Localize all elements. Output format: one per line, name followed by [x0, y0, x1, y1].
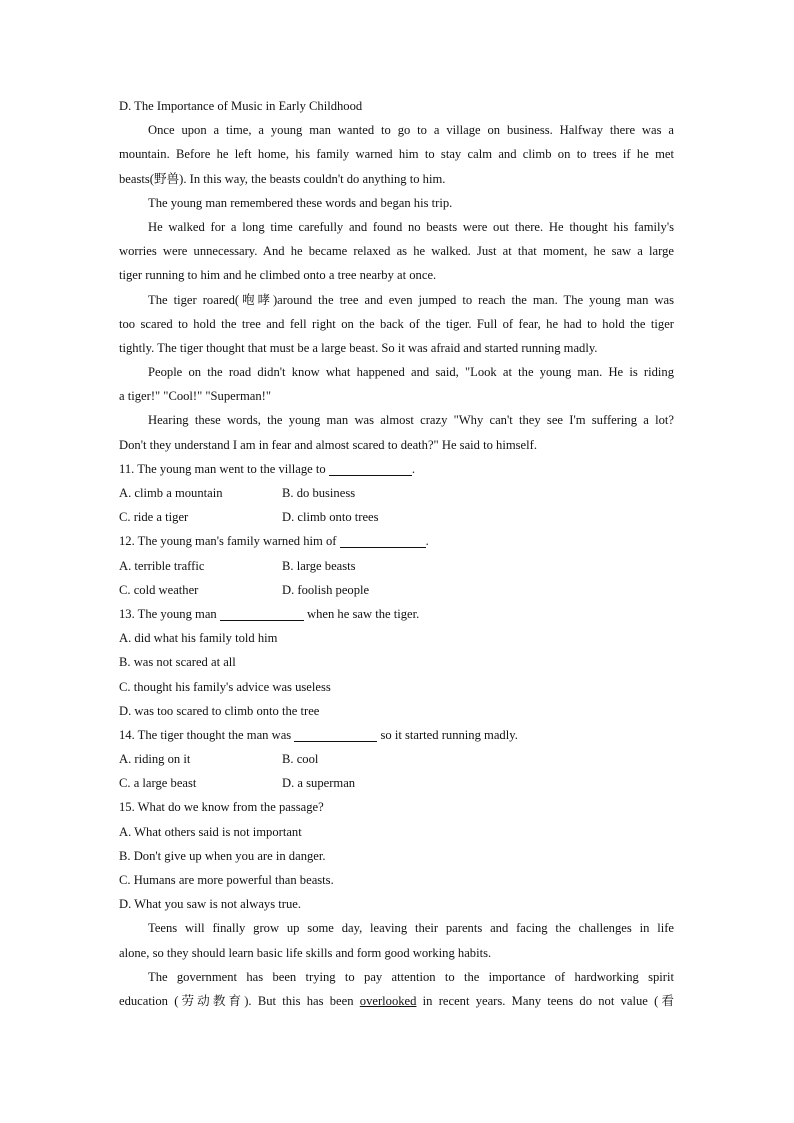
question-11-stem: 11. The young man went to the village to — [119, 461, 329, 476]
q12-options-row2 — [119, 578, 674, 602]
q14-option-a[interactable]: A. riding on it — [119, 752, 191, 767]
p2-line2-start: education (劳动教育). But this has been — [119, 993, 360, 1008]
q12-option-d[interactable]: D. foolish people — [282, 582, 370, 597]
story-p6-line1: Hearing these words, the young man was almost crazy "Why can't they see I'm suffering a lot? — [148, 413, 674, 428]
q15-option-d[interactable]: D. What you saw is not always true. — [119, 897, 301, 912]
q12-option-b[interactable]: B. large beasts — [282, 558, 356, 573]
q13-option-b[interactable]: B. was not scared at all — [119, 655, 236, 670]
q11-option-a[interactable]: A. climb a mountain — [119, 486, 223, 500]
q11-options-row1 — [119, 481, 674, 505]
story-p6-line2: Don't they understand I am in fear and almost scared to death?" He said to himself. — [119, 437, 537, 452]
q14-options-row1 — [119, 747, 674, 771]
answer-blank-11[interactable] — [329, 461, 412, 476]
story-p3-line2: worries were unnecessary. And he became relaxed as he walked. Just at that moment, he saw a large — [119, 244, 674, 259]
question-13 — [119, 602, 674, 626]
q14-option-b[interactable]: B. cool — [282, 752, 319, 767]
story-p1-line2: mountain. Before he left home, his family warned him to stay calm and climb on to trees if he met — [119, 147, 674, 162]
question-13-stem: 13. The young man — [119, 606, 220, 621]
question-12-end: . — [425, 534, 429, 549]
story-p5-line1: People on the road didn't know what happened and said, "Look at the young man. He is riding — [148, 365, 674, 380]
q13-option-c[interactable]: C. thought his family's advice was useless — [119, 679, 331, 694]
next-passage-p1-line2: alone, so they should learn basic life skills and form good working habits. — [119, 945, 492, 960]
q15-option-a[interactable]: A. What others said is not important — [119, 824, 302, 839]
q13-option-a[interactable]: A. did what his family told him — [119, 631, 278, 646]
q11-option-c[interactable]: C. ride a tiger — [119, 510, 189, 525]
story-p5-line2: a tiger!" "Cool!" "Superman!" — [119, 389, 271, 404]
q11-option-b[interactable]: B. do business — [282, 486, 356, 500]
q14-options-row2 — [119, 771, 674, 795]
q11-options-row2 — [119, 505, 674, 529]
question-11 — [119, 457, 674, 481]
q12-options-row1 — [119, 554, 674, 578]
question-14-stem: 14. The tiger thought the man was — [119, 727, 295, 742]
story-p1-line1: Once upon a time, a young man wanted to go to a village on business. Halfway there was a — [148, 123, 674, 138]
q11-option-d[interactable]: D. climb onto trees — [282, 510, 379, 525]
previous-option-d: D. The Importance of Music in Early Childhood — [119, 99, 363, 113]
answer-blank-13[interactable] — [220, 606, 304, 621]
question-15-stem: 15. What do we know from the passage? — [119, 800, 324, 815]
worksheet-page — [119, 94, 674, 1013]
next-passage-p1-line1: Teens will finally grow up some day, leaving their parents and facing the challenges in life — [148, 921, 674, 936]
story-p4-line1: The tiger roared(咆哮)around the tree and even jumped to reach the man. The young man was — [148, 292, 674, 307]
question-14-end: so it started running madly. — [377, 727, 518, 742]
story-p1-line3: beasts(野兽). In this way, the beasts couldn't do anything to him. — [119, 171, 446, 186]
answer-blank-14[interactable] — [294, 727, 377, 742]
question-11-end: . — [411, 461, 416, 476]
story-p4-line2: too scared to hold the tree and fell right on the back of the tiger. Full of fear, he had to hold the tiger — [119, 316, 674, 331]
answer-blank-12[interactable] — [340, 533, 426, 548]
underlined-word: overlooked — [359, 993, 417, 1008]
q12-option-c[interactable]: C. cold weather — [119, 582, 199, 597]
question-14 — [119, 723, 674, 747]
q15-option-b[interactable]: B. Don't give up when you are in danger. — [119, 848, 326, 863]
story-p3-line1: He walked for a long time carefully and found no beasts were out there. He thought his family's — [148, 219, 674, 234]
p2-line2-end: in recent years. Many teens do not value (看 — [416, 993, 674, 1008]
q14-option-d[interactable]: D. a superman — [282, 776, 356, 791]
question-12-stem: 12. The young man's family warned him of — [119, 534, 340, 549]
q15-option-c[interactable]: C. Humans are more powerful than beasts. — [119, 873, 334, 887]
story-p3-line3: tiger running to him and he climbed onto a tree nearby at once. — [119, 268, 437, 283]
q13-option-d[interactable]: D. was too scared to climb onto the tree — [119, 703, 320, 718]
next-passage-p2-line2 — [119, 989, 674, 1013]
story-p2: The young man remembered these words and began his trip. — [148, 195, 453, 210]
question-12 — [119, 529, 674, 553]
question-13-end: when he saw the tiger. — [303, 606, 420, 621]
q12-option-a[interactable]: A. terrible traffic — [119, 558, 205, 573]
next-passage-p2-line1: The government has been trying to pay attention to the importance of hardworking spirit — [148, 969, 674, 984]
story-p4-line3: tightly. The tiger thought that must be a large beast. So it was afraid and started running madly. — [119, 340, 598, 355]
q14-option-c[interactable]: C. a large beast — [119, 776, 197, 791]
